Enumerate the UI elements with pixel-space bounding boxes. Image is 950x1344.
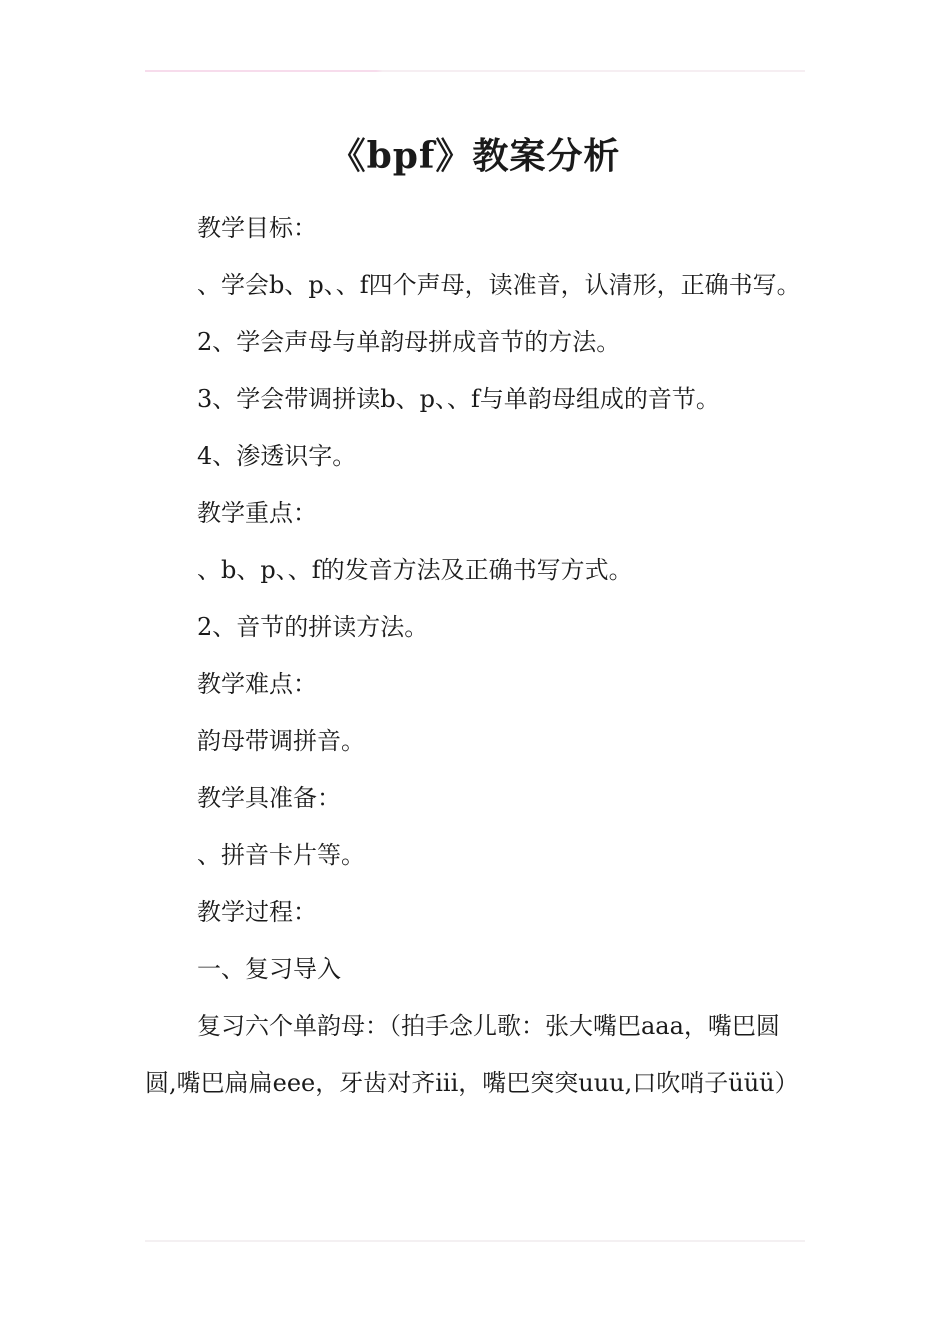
paragraph: 教学目标： (197, 214, 317, 242)
paragraph: 3、学会带调拼读b、p、、f与单韵母组成的音节。 (197, 385, 720, 413)
paragraph: 、拼音卡片等。 (197, 841, 365, 869)
document-title: 《bpf》教案分析 (329, 135, 621, 177)
paragraph: 韵母带调拼音。 (197, 727, 365, 755)
paragraph: 教学过程： (197, 898, 317, 926)
paragraph: 、学会b、p、、f四个声母，读准音，认清形，正确书写。 (197, 271, 801, 299)
paragraph: 4、渗透识字。 (197, 442, 357, 470)
paragraph: 2、学会声母与单韵母拼成音节的方法。 (197, 328, 621, 356)
footer-divider (145, 1240, 805, 1242)
paragraph: 教学难点： (197, 670, 317, 698)
paragraph: 一、复习导入 (197, 955, 341, 983)
paragraph: 、b、p、、f的发音方法及正确书写方式。 (197, 556, 633, 584)
paragraph: 复习六个单韵母：（拍手念儿歌：张大嘴巴aaa，嘴巴圆圆,嘴巴扁扁eee，牙齿对齐iii，嘴巴突突uuu,口吹哨子üüü） (145, 1012, 799, 1097)
paragraph: 教学重点： (197, 499, 317, 527)
paragraph: 教学具准备： (197, 784, 341, 812)
document-body (145, 200, 807, 1112)
paragraph: 2、音节的拼读方法。 (197, 613, 429, 641)
header-divider (145, 70, 805, 72)
